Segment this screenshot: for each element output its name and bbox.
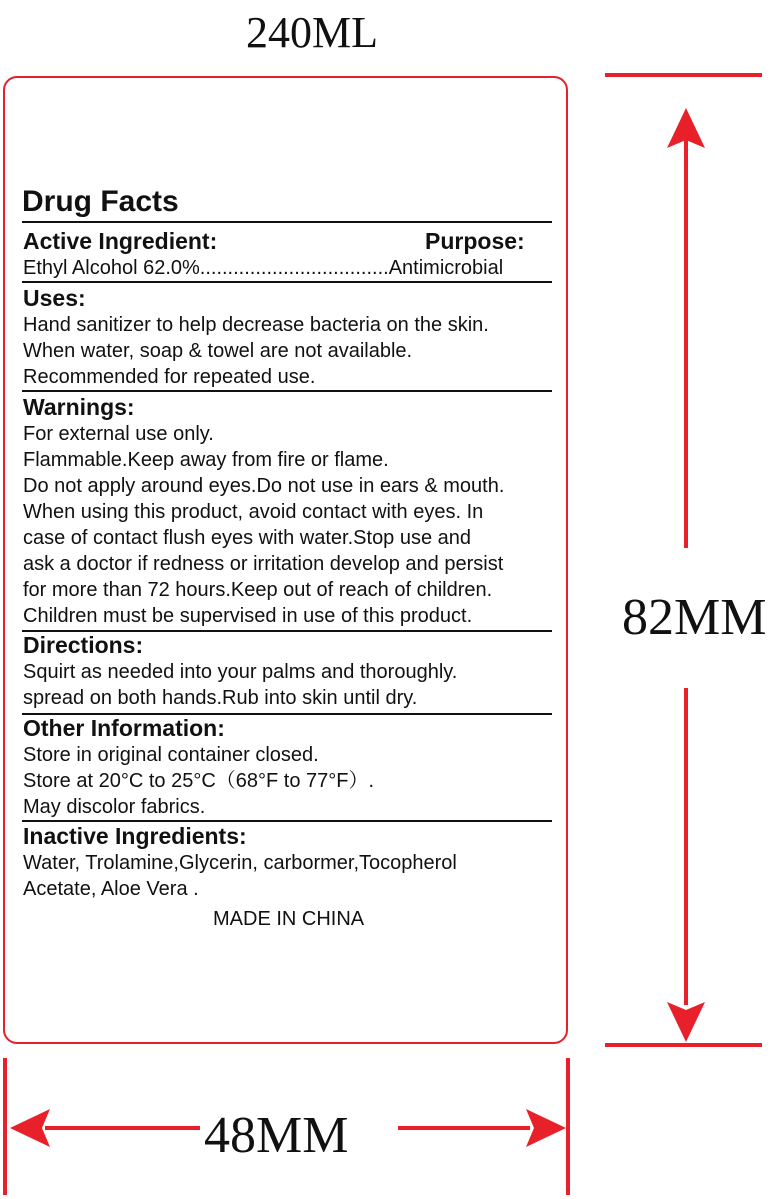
other-information-line: Store in original container closed. xyxy=(23,744,319,766)
warnings-line: Do not apply around eyes.Do not use in ears & mouth. xyxy=(23,475,505,497)
width-dimension-label: 48MM xyxy=(204,1107,349,1164)
warnings-line: For external use only. xyxy=(23,423,214,445)
inactive-ingredients-line: Acetate, Aloe Vera . xyxy=(23,878,199,900)
warnings-line: case of contact flush eyes with water.Stop use and xyxy=(23,527,472,549)
other-information-line: Store at 20°C to 25°C（68°F to 77°F）. xyxy=(23,770,375,792)
directions-line: Squirt as needed into your palms and thoroughly. xyxy=(23,661,458,683)
warnings-line: When using this product, avoid contact with eyes. In xyxy=(23,501,484,523)
arrow-right-icon xyxy=(526,1109,566,1147)
inactive-ingredients-heading: Inactive Ingredients: xyxy=(23,823,247,849)
warnings-line: ask a doctor if redness or irritation develop and persist xyxy=(23,553,504,575)
arrow-left-icon xyxy=(10,1109,50,1147)
warnings-heading: Warnings: xyxy=(23,394,135,420)
inactive-ingredients-line: Water, Trolamine,Glycerin, carbormer,Tocopherol xyxy=(23,852,457,874)
other-information-line: May discolor fabrics. xyxy=(23,796,206,818)
made-in-label: MADE IN CHINA xyxy=(213,908,365,930)
active-ingredient-heading: Active Ingredient: xyxy=(23,228,218,254)
uses-line: When water, soap & towel are not available. xyxy=(23,340,413,362)
drug-facts-title: Drug Facts xyxy=(22,185,179,218)
other-information-heading: Other Information: xyxy=(23,715,225,741)
directions-line: spread on both hands.Rub into skin until dry. xyxy=(23,687,418,709)
purpose-heading: Purpose: xyxy=(425,228,525,254)
uses-line: Hand sanitizer to help decrease bacteria on the skin. xyxy=(23,314,489,336)
uses-heading: Uses: xyxy=(23,285,86,311)
uses-line: Recommended for repeated use. xyxy=(23,366,316,388)
warnings-line: Children must be supervised in use of this product. xyxy=(23,605,473,627)
warnings-line: Flammable.Keep away from fire or flame. xyxy=(23,449,389,471)
warnings-line: for more than 72 hours.Keep out of reach of children. xyxy=(23,579,493,601)
volume-label: 240ML xyxy=(246,8,378,57)
active-ingredient-line: Ethyl Alcohol 62.0%..................................Antimicrobial xyxy=(23,257,504,279)
directions-heading: Directions: xyxy=(23,632,144,658)
height-dimension-label: 82MM xyxy=(622,589,767,646)
arrow-down-icon xyxy=(667,1002,705,1042)
